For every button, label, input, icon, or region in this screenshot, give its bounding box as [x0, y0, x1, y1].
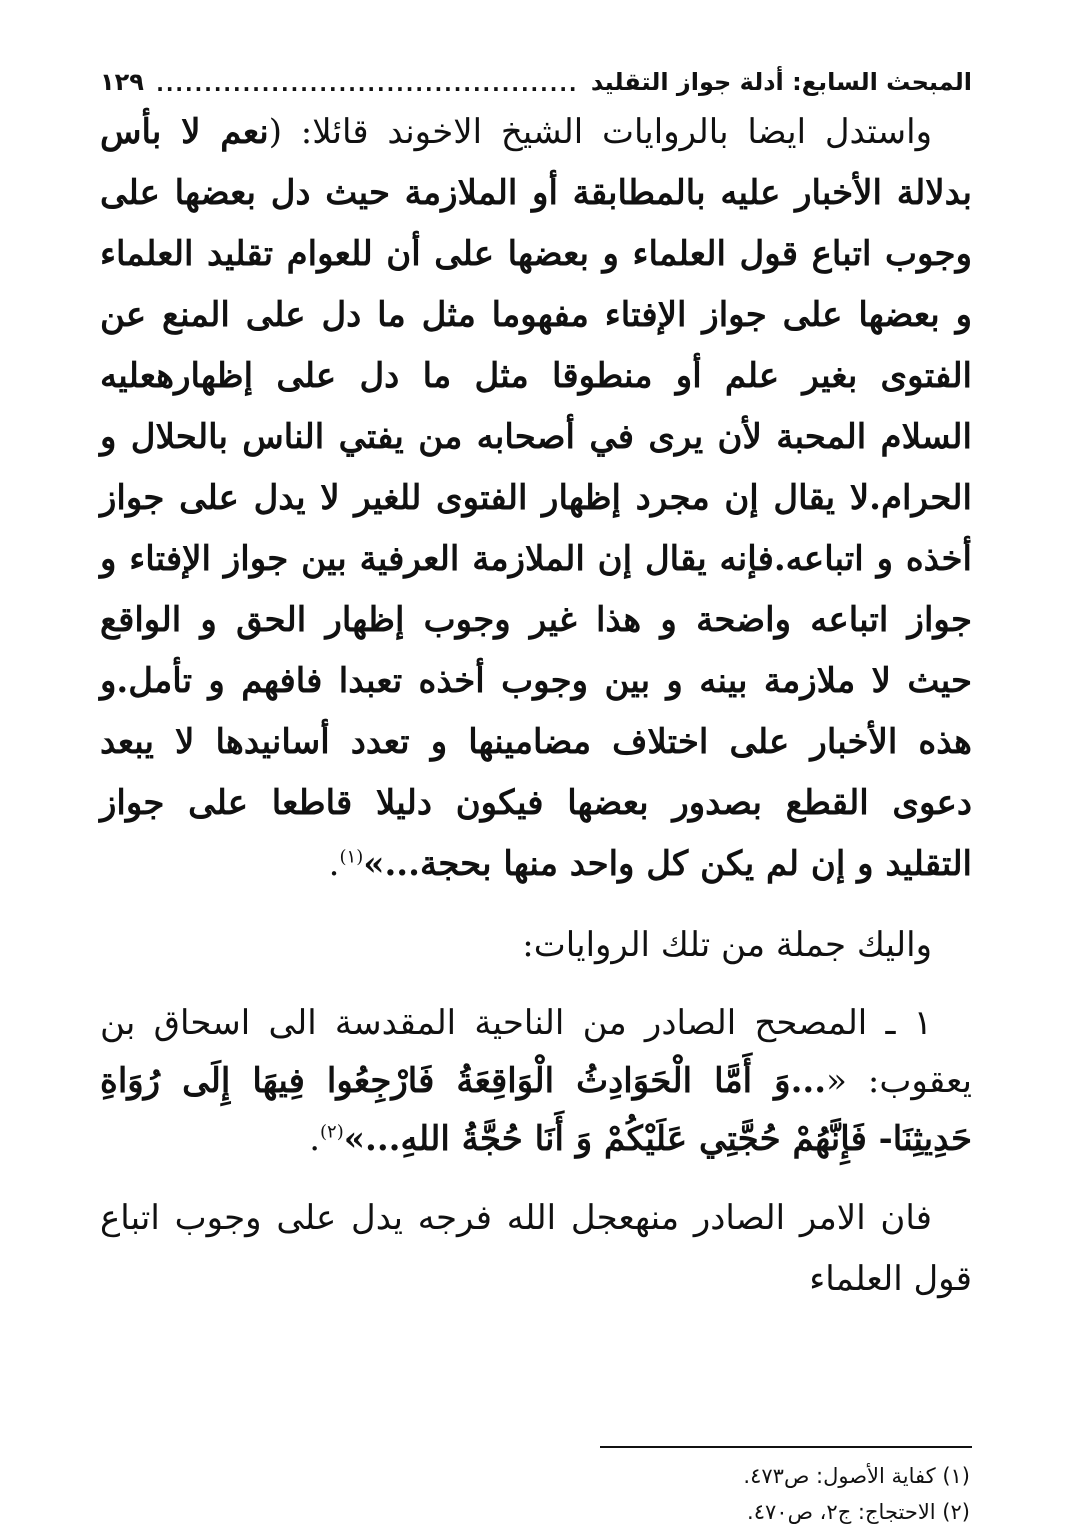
page-number: ١٢٩: [100, 68, 144, 96]
header-dot-leader: ............................................: [156, 72, 579, 96]
footnote-2: (٢) الاحتجاج: ج٢، ص٤٧٠.: [747, 1500, 970, 1524]
paragraph-intro: واستدل ايضا بالروايات الشيخ الاخوند قائلا: (: [268, 112, 932, 152]
paragraph-end: .: [328, 844, 340, 884]
paragraph-narrations-intro: واليك جملة من تلك الروايات:: [522, 925, 932, 965]
paragraph-conclusion: فان الامر الصادر منهعجل الله فرجه يدل على وجوب اتباع قول العلماء: [100, 1198, 972, 1299]
footnotes: [560, 1458, 970, 1530]
footnote-ref-1: (١): [339, 846, 364, 868]
running-header: [100, 52, 972, 96]
paragraph-akhund-quote: [100, 102, 972, 895]
hadith-quote: ...وَ أَمَّا الْحَوَادِثُ الْوَاقِعَةُ فَارْجِعُوا فِيهَا إِلَى رُوَاةِ حَدِيثِنَا- فَإِنَّهُمْ حُجَّتِي عَلَيْكُمْ وَ أَنَا حُجَّةُ اللهِ...»: [100, 1061, 972, 1159]
paragraph-hadith: [100, 994, 972, 1168]
footnote-divider: [600, 1446, 972, 1448]
hadith-end: .: [309, 1119, 320, 1159]
header-title: المبحث السابع: أدلة جواز التقليد: [590, 68, 972, 96]
hadith-intro: ١ ـ المصحح الصادر من الناحية المقدسة الى اسحاق بن يعقوب: «: [100, 1003, 972, 1101]
document-page: [100, 52, 972, 1310]
footnote-1: (١) كفاية الأصول: ص٤٧٣.: [743, 1464, 970, 1488]
footnote-ref-2: (٢): [320, 1121, 344, 1143]
quoted-text: نعم لا بأس بدلالة الأخبار عليه بالمطابقة أو الملازمة حيث دل بعضها على وجوب اتباع قول العلماء و بعضها على أن للعوام تقليد العلماء و بعضها على جواز الإفتاء مفهوما مثل ما دل على المنع عن الفتوى بغير علم أو منطوقا مثل ما دل على إظهارهعليه السلام المحبة لأن يرى في أصحابه من يفتي الناس بالحلال و الحرام.لا يقال إن مجرد إظهار الفتوى للغير لا يدل على جواز أخذه و اتباعه.فإنه يقال إن الملازمة العرفية بين جواز الإفتاء و جواز اتباعه واضحة و هذا غير وجوب إظهار الحق و الواقع حيث لا ملازمة بينه و بين وجوب أخذه تعبدا فافهم و تأمل.و هذه الأخبار على اختلاف مضامينها و تعدد أسانيدها لا يبعد دعوى القطع بصدور بعضها فيكون دليلا قاطعا على جواز التقليد و إن لم يكن كل واحد منها بحجة...»: [100, 112, 972, 884]
